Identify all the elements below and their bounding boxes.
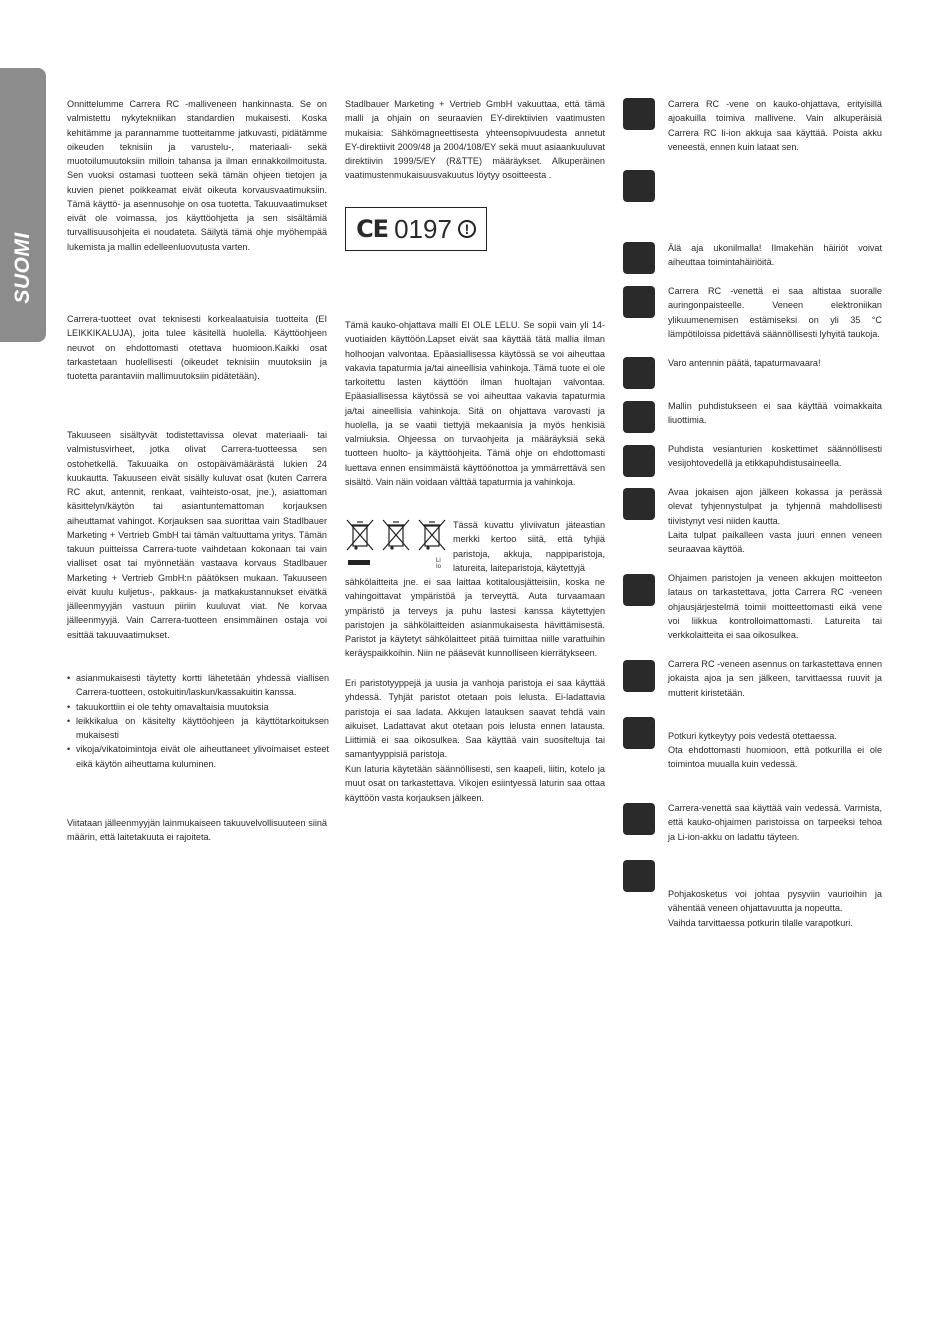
crossed-bin-icon — [417, 518, 447, 552]
antenna-warning-text: Varo antennin päätä, tapaturmavaara! — [668, 358, 821, 368]
dealer-warranty-paragraph: Viitataan jälleenmyyjän lainmukaiseen takuuvelvollisuuteen siinä määrin, että laitetakuuta ei rajoiteta. — [67, 818, 327, 843]
not-a-toy-paragraph: Tämä kauko-ohjattava malli EI OLE LELU. Se sopii vain yli 14-vuotiaiden käyttöön.Lapset eivät saa käyttää tätä mallia ilman holhoojan valvontaa. Epäasiallisessa käytössä se voi aiheuttaa vakavia tapaturmia ja/tai aineellisia vahinkoja. Tämä tuote ei ole tarkoitettu lasten käyttöön ilman huoltajan valvontaa. Epäasiallisessa käytössä se voi aiheuttaa vakavia tapaturmia ja/tai aineellisia vahinkoja. Sitä on ohjattava varovasti ja huolella, ja se vaatii tiettyjä mekaanisia ja myös henkisiä valmiuksia. Ohjeessa on turvaohjeita ja määräyksiä sekä tuotteen huolto- ja käyttöohjeita. Tämä ohje on ehdottomasti luettava ennen ensimmäistä käyttöönottoa ja ymmärrettävä sen sisältö. Vain näin voidaan välttää tapaturmia ja vahinkoja. — [345, 320, 605, 487]
battery-type-label: Li Io — [436, 558, 442, 570]
water-only-text: Carrera-venettä saa käyttää vain vedessä. Varmista, että kauko-ohjaimen paristoissa on tarpeeksi tehoa ja Li-ion-akku on ladattu täyteen. — [668, 803, 882, 842]
conformity-paragraph: Stadlbauer Marketing + Vertrieb GmbH vakuuttaa, että tämä malli ja ohjain on seuraavien EY-direktiivien vaatimusten mukaisia: Sähkömagneettisesta yhteensopivuudesta annetut EY-direktiivit 2009/48 ja 2004/108/EY sekä muut asiaankuuluvat direktiivin 1999/5/EY (R&TTE) määräykset. Alkuperäinen vaatimustenmukaisuusvakuutus löytyy osoitteesta . — [345, 99, 605, 181]
drain-plug-text-2: Laita tulpat paikalleen vasta juuri ennen veneen seuraavaa käyttöä. — [668, 530, 882, 555]
battery-paragraph: Eri paristotyyppejä ja uusia ja vanhoja paristoja ei saa käyttää yhdessä. Tyhjät paristot otetaan pois lelusta. Ei-ladattavia paristoja ei saa ladata. Akkujen latauksen saavat tehdä vain aikuiset. Ladattavat akut otetaan pois lelusta ennen latausta. Liittimiä ei saa oikosulkea. Saa käyttää vain suositeltuja tai samantyyppisiä paristoja. — [345, 678, 605, 760]
sunlight-warning-text: Carrera RC -venettä ei saa altistaa suoralle auringonpaisteelle. Veneen elektroniikan ylikuumenemisen estämiseksi on yli 35 °C lämpötiloissa pidettävä säännöllisesti lyhyitä taukoja. — [668, 286, 882, 339]
charging-check-text: Ohjaimen paristojen ja veneen akkujen moitteeton lataus on tarkastettava, jotta Carrera RC -veneen ohjausjärjestelmä toimii moitteettomasti eikä vene voi liikkua kontrolloimattomasti. Latureita tai verkkolaitteita ei saa oikosulkea. — [668, 573, 882, 640]
warning-icon — [623, 357, 655, 389]
ce-logo: CE — [356, 215, 389, 243]
solvent-warning-text: Mallin puhdistukseen ei saa käyttää voimakkaita liuottimia. — [668, 401, 882, 426]
warning-icon — [623, 445, 655, 477]
propeller-text-2: Ota ehdottomasti huomioon, että potkurilla ei ole toimintoa muualla kuin vedessä. — [668, 745, 882, 770]
crossed-bin-icon — [381, 518, 411, 552]
list-item: • takuukorttiin ei ole tehty omavaltaisia muutoksia — [67, 700, 329, 714]
propeller-text: Potkuri kytkeytyy pois vedestä otettaessa. — [668, 731, 837, 741]
battery-warning-text: Carrera RC -vene on kauko-ohjattava, erityisillä ajoakuilla toimiva mallivene. Vain alkuperäisiä Carrera RC li-ion akkuja saa käyttää. Poista akku veneestä, ennen kuin lataat sen. — [668, 99, 882, 152]
separate-collection-bar — [348, 560, 370, 565]
recycling-lead-text: Tässä kuvattu yliviivatun jäteastian merkki kertoo siitä, että tyhjiä paristoja, akkuja, nappiparistoja, latureita, laiteparistoja, käytettyjä — [453, 520, 605, 573]
list-item: • vikoja/vikatoimintoja eivät ole aiheuttaneet ylivoimaiset esteet eikä käytön aiheuttama kuluminen. — [67, 742, 329, 771]
language-label: SUOMI — [11, 232, 34, 304]
warning-icon — [623, 242, 655, 274]
recycling-symbols — [345, 518, 447, 570]
alert-icon: ! — [458, 220, 476, 238]
drain-plug-text: Avaa jokaisen ajon jälkeen kokassa ja perässä olevat tyhjennystulpat ja tyhjennä mahdollisesti tiivistynyt vesi niiden kautta. — [668, 487, 882, 526]
list-item: • asianmukaisesti täytetty kortti lähetetään yhdessä viallisen Carrera-tuotteen, ostokuitin/laskun/kassakuitin kanssa. — [67, 671, 329, 700]
ground-contact-text: Pohjakosketus voi johtaa pysyviin vaurioihin ja vähentää veneen ohjattavuutta ja nopeutta. — [668, 889, 882, 914]
crossed-bin-icon — [345, 518, 375, 552]
warning-icon — [623, 401, 655, 433]
warning-icon — [623, 860, 655, 892]
warning-icon — [623, 660, 655, 692]
ce-marking — [345, 207, 487, 251]
list-item: • leikkikalua on käsitelty käyttöohjeen ja käyttötarkoituksen mukaisesti — [67, 714, 329, 743]
warning-icon — [623, 98, 655, 130]
notified-body-number: 0197 — [394, 213, 452, 244]
intro-paragraph: Onnittelumme Carrera RC -malliveneen hankinnasta. Se on valmistettu nykytekniikan standardien mukaisesti. Koska kehitämme ja parannamme tuotteitamme jatkuvasti, pidätämme oikeuden teknisiin ja varustelu-, materiaali- sekä muotoilumuutoksiin milloin tahansa ja ilman ennakkoilmoitusta. Sen vuoksi ostamasi tuotteen sekä tämän ohjeen tietojen ja kuvien pienet poikkeamat eivät oikeuta korvausvaatimuksiin. Tämä käyttö- ja asennusohje on osa tuotetta. Takuuvaatimukset eivät ole voimassa, jos käyttöohjetta ja sen sisältämiä turvallisuusohjeita ei noudateta. Säilytä tämä ohje myöhempää lukemista ja mallin edelleenluovutusta varten. — [67, 99, 327, 252]
thunderstorm-warning-text: Älä aja ukonilmalla! Ilmakehän häiriöt voivat aiheuttaa toimintahäiriöitä. — [668, 243, 882, 268]
sensor-cleaning-text: Puhdista vesianturien koskettimet säännöllisesti vesijohtovedellä ja etikkapuhdistusaineella. — [668, 444, 882, 469]
charger-paragraph: Kun laturia käytetään säännöllisesti, sen kaapeli, liitin, kotelo ja muut osat on tarkastettava. Vikojen esiintyessä laturin saa ottaa käyttöön vasta korjauksen jälkeen. — [345, 764, 605, 803]
quality-paragraph: Carrera-tuotteet ovat teknisesti korkealaatuisia tuotteita (EI LEIKKIKALUJA), joita tulee käsitellä huolella. Käyttöohjeen neuvot on ehdottomasti otettava huomioon.Kaikki osat tarkastetaan huolellisesti (oikeudet teknisiin muutoksiin ja tuotetta parantaviin mallimuutoksiin pidätetään). — [67, 314, 327, 381]
spare-propeller-text: Vaihda tarvittaessa potkurin tilalle varapotkuri. — [668, 918, 853, 928]
warranty-paragraph: Takuuseen sisältyvät todistettavissa olevat materiaali- tai valmistusvirheet, jotka olivat Carrera-tuotteessa sen ostohetkellä. Takuuaika on ostopäivämäärästä lukien 24 kuukautta. Takuuseen eivät sisälly kuluvat osat (kuten Carrera RC akut, antennit, renkaat, vaihteisto-osat, jne.), asiattoman käsittelyn/käytön tai asiantuntemattoman korjauksen aiheuttamat vahingot. Korjauksen saa suorittaa vain Stadlbauer Marketing + Vertrieb GmbH tai tämän valtuuttama yritys. Tämän takuun puitteissa Carrera-tuote vaihdetaan kokonaan tai vain vialliset osat tai myönnetään vastaava korvaus Stadlbauer Marketing + Vertrieb GmbH:n päätöksen mukaan. Takuuseen eivät kuulu kuljetus-, pakkaus- ja matkakustannukset eivätkä jälleenmyyjän vastuun piiriin kuuluvat viat. Ne korvaa jälleenmyyjä. Vain Carrera-tuotteen ensimmäinen ostaja voi esittää takuuvaatimukset. — [67, 430, 327, 640]
warranty-conditions-list — [67, 671, 329, 771]
recycling-paragraph: sähkölaitteita jne. ei saa laittaa kotitalousjätteisiin, koska ne vahingoittavat ympäristöä ja terveyttä. Auta turvaamaan ympäristö ja terveys ja puhu lastesi kanssa käytettyjen paristojen ja sähkölaitteiden asianmukaisesta hävittämisestä. Paristot ja käytetyt sähkölaitteet pitää tuimittaa niille varattuihin keräyspaikkoihin. Niin ne pääsevät kunnolliseen kierrätykseen. — [345, 577, 605, 659]
warning-icon — [623, 286, 655, 318]
warning-icon — [623, 574, 655, 606]
warning-icon — [623, 803, 655, 835]
warning-icon — [623, 170, 655, 202]
language-tab — [0, 68, 46, 342]
warning-icon — [623, 488, 655, 520]
warning-icon — [623, 717, 655, 749]
assembly-check-text: Carrera RC -veneen asennus on tarkastettava ennen jokaista ajoa ja sen jälkeen, tarvittaessa ruuvit ja mutterit kiristetään. — [668, 659, 882, 698]
